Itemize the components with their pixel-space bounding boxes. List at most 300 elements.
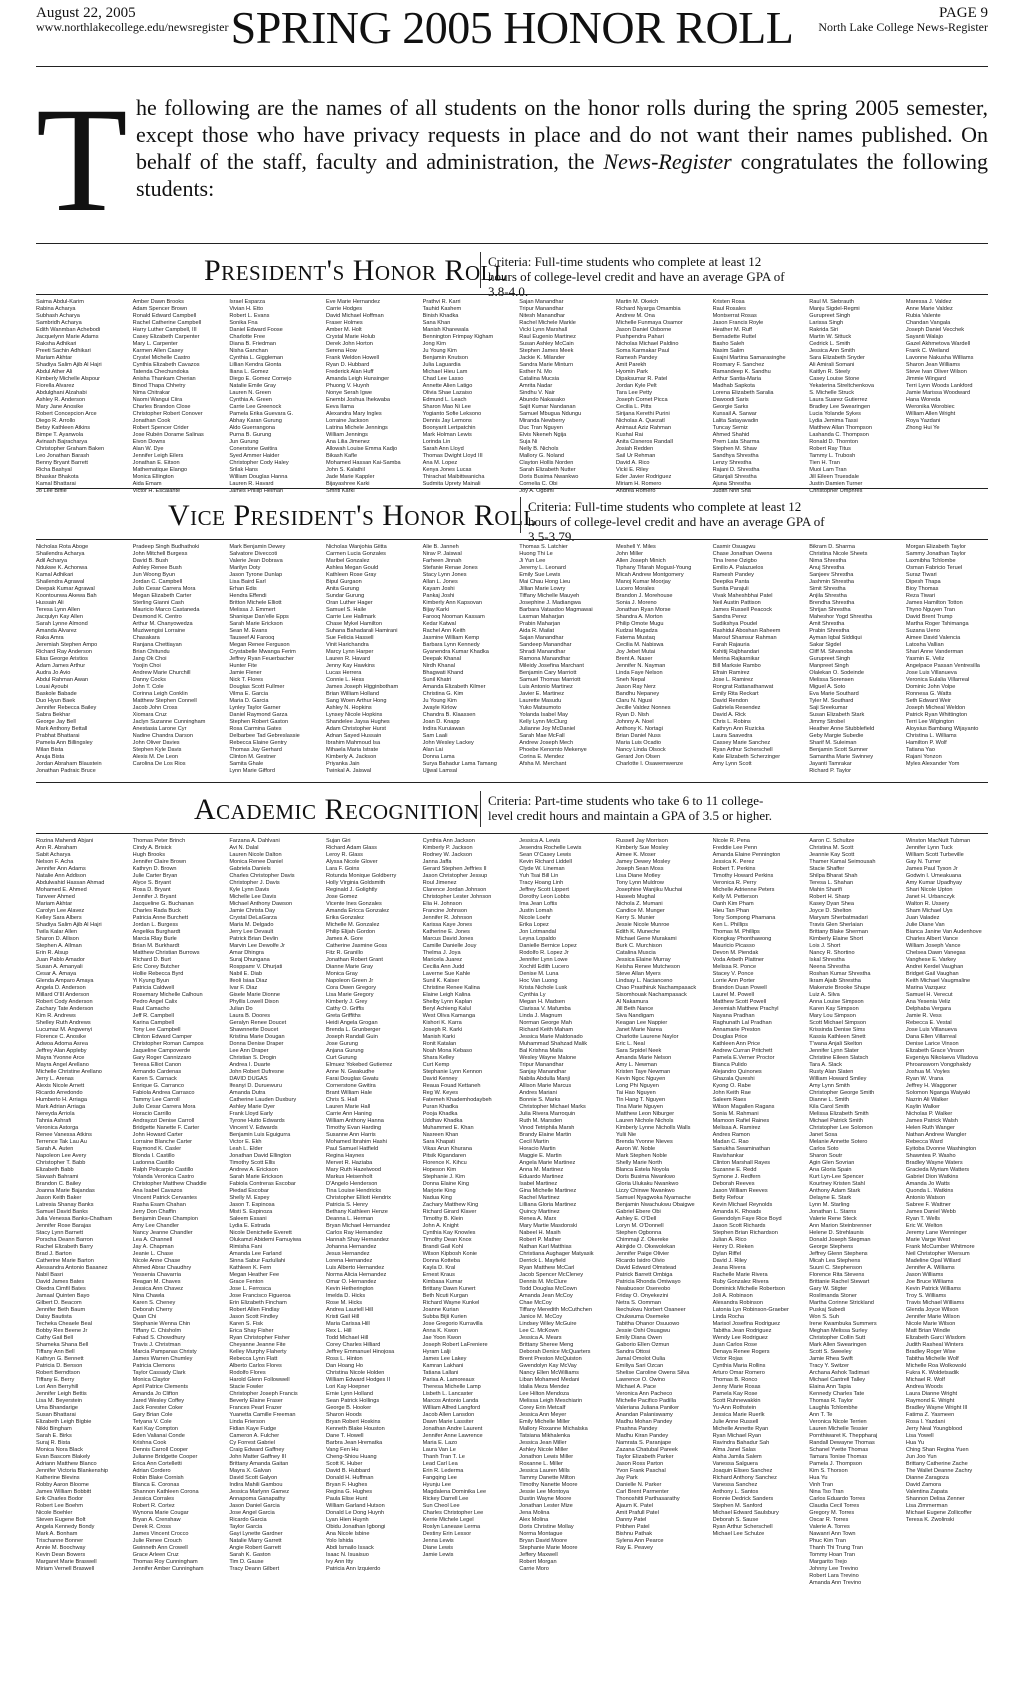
student-name: Rozina Mahendi Abjani [36, 838, 94, 844]
student-name: Jacob Spencer McCleney [519, 1272, 584, 1278]
student-name: Joseph Micheal Weldon [905, 705, 966, 711]
student-name: Wilson Kipbosh Konie [422, 1251, 478, 1257]
student-name: Tauhid Kashem [422, 306, 462, 312]
student-name: Amanda Lee Farland [229, 1251, 282, 1257]
student-name: David Kenney [422, 1076, 458, 1082]
student-name: Marisol Josefina Rodriguez [712, 1321, 781, 1327]
student-name: Thanh Thi Trung Tran [809, 1545, 863, 1551]
student-name: Uma Bhandarige [36, 1405, 78, 1411]
masthead-rule [36, 66, 988, 67]
student-name: Clyde W. Lineman [519, 866, 565, 872]
student-name: Maria M. Delgado [229, 922, 274, 928]
student-name: Delbarbee Tad Gebreslassie [229, 733, 300, 739]
student-name: Lenzy Shrestha [712, 460, 752, 466]
student-name: Jack Forester Coker [132, 1405, 184, 1411]
student-name: Sajit Kumar Nandanan [519, 404, 576, 410]
student-name: Farzana A. Dahlvani [229, 838, 280, 844]
student-name: Uddhav Khadka [422, 1118, 463, 1124]
student-name: Timothy B. Klein [422, 1216, 464, 1222]
student-name: Aisha Jamila Salem [712, 1454, 762, 1460]
name-column [422, 299, 505, 487]
student-name: Nirdh Khanal [422, 663, 455, 669]
student-name: Monica Ellington [132, 474, 174, 480]
student-name: Beth Ncuti Kurgan [422, 1293, 469, 1299]
student-name: Thomas B. Ronco [712, 1377, 758, 1383]
student-name: Enembi Joshua Ihekwaba [325, 397, 391, 403]
student-name: Hopeson Kim [422, 1167, 457, 1173]
student-name: Clinton Marshall Rayes [712, 1160, 771, 1166]
student-name: Todd Michael Hill [325, 1335, 369, 1341]
student-name: Corina E. Mendez [519, 754, 565, 760]
student-name: Jennifer Beth Baum [36, 1307, 86, 1313]
student-name: Rachel Martinez [519, 1195, 560, 1201]
student-name: Rodolfo Flores [229, 1370, 266, 1376]
student-name: Denise Larice Vinson [905, 1041, 959, 1047]
student-name: Thirachat Maibittwanicha [422, 474, 485, 480]
student-name: Nima Shrestha [809, 558, 847, 564]
student-name: Lisa Zimmerman [905, 1503, 948, 1509]
student-name: Kamal Bhattarai [36, 481, 76, 487]
student-name: Timothy Dean Knox [422, 1237, 472, 1243]
student-name: Sunil Khatri [422, 677, 452, 683]
student-name: Kimberly J. Grey [325, 999, 368, 1005]
student-name: Lynn Marie Gifford [229, 768, 276, 774]
student-name: Pradeep Singh Budhathoki [132, 544, 200, 550]
student-name: Jeffrey Scott Lippert [519, 887, 569, 893]
student-name: Kunsail A. Sarwar [712, 411, 757, 417]
student-name: Danny Patel [615, 1517, 647, 1523]
student-name: Cindy A. Brisick [132, 845, 172, 851]
student-name: Cheng-Shiou Huang [325, 1454, 377, 1460]
student-name: William Edward Hodges II [325, 1377, 391, 1383]
student-name: Surya Bahadur Lama Tamang [422, 761, 497, 767]
student-name: William Garland Hutson [325, 1503, 385, 1509]
student-name: Jordan Kyle Pelt [615, 383, 657, 389]
student-name: Pamela J. Thompson [809, 1461, 863, 1467]
student-name: Shadiya Salim Ajib Al Hajri [36, 922, 102, 928]
student-name: Jerry Lee Devault [229, 929, 274, 935]
student-name: Mamoon Rafiel Raines [712, 1118, 770, 1124]
student-name: Terrence Tak Lau Au [36, 1139, 87, 1145]
student-name: Jeffrey Ryan Feuerbacher [229, 656, 294, 662]
student-name: Betty Refour [712, 1195, 744, 1201]
student-name: Josephine Wanjiku Muchai [615, 887, 683, 893]
student-name: Jaclyn Suzanne Cunningham [132, 719, 206, 725]
student-name: Brittany Catherine Zache [905, 1461, 968, 1467]
student-name: Raghunath Lal Pradhan [712, 1020, 772, 1026]
student-name: Doris Busima Nwankwo [519, 474, 579, 480]
student-name: Nina Chawla [132, 1293, 165, 1299]
student-name: Bradley Wayne Waters [905, 1160, 963, 1166]
student-name: Christopher J. Davis [229, 880, 280, 886]
student-name: Nancy Linda Olsock [615, 747, 666, 753]
student-name: Jessica Marie Ruerlk [712, 1412, 765, 1418]
student-name: Samuel S. Haile [325, 607, 367, 613]
student-name: James Warren Chumley [132, 1356, 193, 1362]
student-name: Osman Fabricio Teruel [905, 565, 963, 571]
student-name: Danielle N. Parker [615, 1482, 662, 1488]
student-name: Jonathon Lewis Miller [519, 1454, 574, 1460]
student-name: Monica Nora Black [36, 1447, 83, 1453]
student-name: Ima Jean Loftis [519, 901, 558, 907]
student-name: Yuh Tsai Bill Lin [519, 873, 559, 879]
student-name: Michael R. Wolf [905, 1377, 945, 1383]
student-name: Gloria Ulukaku Nwankwo [615, 1181, 679, 1187]
student-name: Bethany Kathleen Henze [325, 1209, 388, 1215]
student-name: Rasha Esam Chahan [132, 1202, 186, 1208]
student-name: Gabriel Ebere Obi [615, 1209, 661, 1215]
student-name: Thelma J. Joya [422, 950, 461, 956]
student-name: John Wesley Lackey [422, 740, 474, 746]
student-name: Priyanka Jain [325, 761, 360, 767]
student-name: Nathan Karl Matthias [519, 1244, 572, 1250]
student-name: Rodney W. Jackson [422, 852, 473, 858]
student-name: Abhay Karan Gurung [229, 418, 282, 424]
student-name: Yogianto Sofie Leksono [422, 411, 482, 417]
student-name: Techeka Cheaele Beal [36, 1321, 92, 1327]
student-name: Glenda Joyce Wilson [905, 1307, 959, 1313]
student-name: Johnny Lee Trevino [809, 1566, 859, 1572]
student-name: Erica Ann Cortelletti [132, 1461, 182, 1467]
student-name: Ashlea Megan Gould [325, 565, 379, 571]
student-name: Angie Robert Garrett [229, 1545, 281, 1551]
student-name: Ana Isabel Cavazos [132, 1188, 183, 1194]
student-name: Raka Amra [36, 635, 64, 641]
student-name: Anne N. Gwakudhe [325, 1069, 375, 1075]
student-name: Jeff R. Campbell [132, 1013, 174, 1019]
student-name: Syed Ammer Haider [229, 453, 280, 459]
student-name: Jamaal Quinten Bayo [36, 1293, 90, 1299]
student-name: Rosa I. Yazdani [905, 1419, 945, 1425]
student-name: Travis Michael Williams [905, 1300, 965, 1306]
student-name: Prashna Pandey [615, 1426, 658, 1432]
student-name: Martha Roger Tshimanga [905, 621, 969, 627]
student-name: Michelle Annette Ryan [712, 1426, 769, 1432]
student-name: Phroansworn Vongphakdy [905, 1062, 972, 1068]
student-name: Brandi Gail Kohl [422, 1244, 464, 1250]
student-name: Alie B. Janneh [422, 544, 459, 550]
student-name: Sanjay Manandhar [519, 1069, 567, 1075]
student-name: Jason Christopher Jessup [422, 873, 488, 879]
student-name: Kristen Rosa [712, 299, 745, 305]
student-name: Miriam H. Romero [615, 481, 662, 487]
masthead-right [818, 6, 988, 34]
student-name: Michelle Funmaya Osamor [615, 320, 683, 326]
page-number: PAGE 9 [938, 5, 988, 21]
student-name: Josiah Redden [615, 446, 654, 452]
student-name: Donna Lama [422, 754, 455, 760]
student-name: Mauricio Picasso [712, 943, 755, 949]
student-name: Shandelee Jaysa Hughes [325, 719, 390, 725]
student-name: Shailendra Agrawal [36, 579, 85, 585]
student-name: Jeremiah Stephen Ampo [36, 642, 98, 648]
student-name: Emily Rita Reckart [712, 691, 759, 697]
student-name: Gwendolyn Kay McVay [519, 1363, 577, 1369]
student-name: Neena Shrestha [809, 964, 850, 970]
student-name: Kari Kay Compton [132, 1426, 179, 1432]
student-name: Robert Berndtson [36, 1370, 80, 1376]
student-name: Maria Carissa Hill [325, 1321, 370, 1327]
student-name: Jordan C. Campbell [132, 579, 183, 585]
student-name: Binod Thapa Chhetry [132, 383, 186, 389]
student-name: Maria E. Lazo [422, 1440, 458, 1446]
student-name: Stephen James Meek [519, 348, 574, 354]
student-name: Michael Cantrell Talley [809, 1377, 866, 1383]
student-name: Annapoma Ganapathy [229, 1496, 286, 1502]
student-name: Omar O. Hernandez [325, 1279, 377, 1285]
student-name: Bradley Wayne Wright III [905, 1405, 968, 1411]
student-name: Amanda Alvarez [36, 628, 77, 634]
student-name: Haseeb Mughal [615, 894, 656, 900]
student-name: Piedad Escobar [229, 1188, 269, 1194]
student-name: Kathryn Ann Ruzicka [712, 726, 765, 732]
student-name: Anuj Shrestha [809, 565, 845, 571]
student-name: Melissa A. Ramirez [712, 1125, 761, 1131]
student-name: Scott Ruhnewakkin [712, 1398, 761, 1404]
student-name: Purna B. Gurung [229, 432, 272, 438]
student-name: Melissa Leigh Meschiarin [519, 1398, 583, 1404]
student-name: Pamela Ann Billingsley [36, 740, 93, 746]
student-name: Pamela E.Verner Proctor [712, 1055, 775, 1061]
intro-body: he following are the names of all students on the honor rolls during the spring 2005 semester, except those who have privacy requests in place and do not want their names published. On behalf of the staff, faculty and administration, the [136, 95, 988, 174]
student-name: Henry D. Rieken [712, 1244, 754, 1250]
student-name: Jeffery Maxwell [519, 1552, 558, 1558]
student-name: Lauren Nichole Nichols [615, 1118, 674, 1124]
student-name: Camille Danielle Jouy [422, 943, 477, 949]
student-name: Friday O. Onyekezini [615, 1293, 669, 1299]
student-name: Carlos Ray Hernandez [325, 1230, 383, 1236]
student-name: Gwinneth Ann Crowell [132, 1545, 188, 1551]
student-name: Sara Srpidel Neek [615, 1048, 662, 1054]
student-name: Judith Nnh Sha [712, 488, 751, 494]
student-name: Tiffany Ann Bell [36, 1349, 75, 1355]
student-name: Deepika Panta [712, 579, 750, 585]
student-name: Rebecca Ward [905, 1139, 943, 1145]
student-name: Chao Prasthiruk Nachampasack [615, 985, 697, 991]
student-name: Benjamin Cary Marriott [519, 670, 577, 676]
student-name: Eve Marie Hernandez [325, 299, 381, 305]
student-name: James Hamilton Totton [905, 600, 963, 606]
student-name: Karen S. Cheney [132, 1300, 176, 1306]
student-name: Gaborio Ellen Ozmun [615, 1342, 670, 1348]
student-name: Ross L. Hinton [325, 1356, 363, 1362]
student-name: Pushpendra Pahari [615, 334, 664, 340]
student-name: Latosha Vallian [905, 642, 944, 648]
student-name: Ranjana Chettiayan [132, 642, 182, 648]
student-name: Charles Albert Vance [905, 936, 959, 942]
student-name: Yekaterina Streltchenkova [809, 383, 875, 389]
student-name: David A. Rick [712, 712, 746, 718]
student-name: Kathryn D. Brown [132, 866, 177, 872]
student-name: Afsha M. Merchant [519, 761, 567, 767]
student-name: Dylan Riffel [712, 1251, 742, 1257]
student-name: Conerstone Gwitira [229, 446, 278, 452]
student-name: Kim S. Thorson [809, 1468, 848, 1474]
student-name: Napoleon Green Jr [325, 978, 374, 984]
student-name: Rubia Valente [905, 313, 941, 319]
student-name: Jose Gurung [325, 1041, 358, 1047]
student-name: Karissa Kaye Jones [422, 922, 473, 928]
academic-criteria: Criteria: Part-time students who take 6 to 11 college-level credit hours and maintain a GPA of 3.5 or higher. [488, 793, 773, 823]
student-name: Anthony K. Nortagi [615, 726, 663, 732]
website-url[interactable]: www.northlakecollege.edu/newsregister [36, 20, 229, 34]
student-name: Samantha Marie Swinney [809, 754, 873, 760]
student-name: Suuni C. Stephenson [809, 1265, 863, 1271]
student-name: Jason William Reeves [712, 1188, 768, 1194]
student-name: Patricia Rhonda Omiwayo [615, 1279, 681, 1285]
student-name: Amy Kumar Upadhyay [905, 880, 962, 886]
student-name: Bal Krishna Malla [519, 1048, 563, 1054]
student-name: Eeva Ilama [325, 404, 354, 410]
student-name: Jonathan Ryan Morse [615, 607, 671, 613]
student-name: Jose L. Ferrosca [229, 1286, 271, 1292]
student-name: David Brent Trump [905, 614, 953, 620]
student-name: Sammy Jonathan Taylor [905, 551, 966, 557]
student-name: Ifeoli Isiaa Diaz [229, 978, 268, 984]
student-name: Sandra Perez [712, 614, 747, 620]
student-name: Margaret Marie Braswell [36, 1559, 97, 1565]
student-name: Martha Corinne Strickland [809, 1300, 874, 1306]
student-name: Thomas Dwight Lloyd III [422, 453, 483, 459]
name-column [809, 299, 891, 494]
student-name: Jessie Oshi Osuagwu [615, 1328, 671, 1334]
student-name: Jonathan E. Eitson [132, 460, 180, 466]
student-name: Prathvi R. Karri [422, 299, 461, 305]
student-name: Marilyn Doty [229, 565, 261, 571]
student-name: Brittany Amanda Gaitan [229, 1461, 289, 1467]
student-name: Nitesh Manandhar [519, 313, 565, 319]
student-name: Lisa M. Beyerstein [36, 1398, 83, 1404]
student-name: Adil Acharya [36, 558, 68, 564]
student-name: Lauren R. Havard [229, 481, 274, 487]
student-name: Casey Louise Stone [809, 376, 860, 382]
student-name: Justin Damien Turner [809, 481, 863, 487]
name-column [906, 544, 988, 778]
student-name: Manish Kharewala [422, 327, 469, 333]
student-name: Ashley N. Hopkins [325, 705, 372, 711]
student-name: Derek John Horton [325, 341, 373, 347]
student-name: Amanda Elizabeth Kilmer [422, 684, 486, 690]
student-name: Shailendra Acharya [36, 551, 85, 557]
student-name: Hua Yu [905, 1440, 925, 1446]
student-name: Natalie Marry Garrett [229, 1538, 282, 1544]
student-name: Dennis M. McClure [519, 1279, 567, 1285]
student-name: Madan C. Rao [712, 1139, 749, 1145]
student-name: Linda Rocha [712, 1314, 745, 1320]
student-name: Nasreen Khan [422, 1132, 459, 1138]
student-name: Joseph Daniel Vecchek [905, 327, 965, 333]
student-name: Shanique Dan'elle Epps [229, 614, 289, 620]
vice-criteria: Criteria: Full-time students who complete at least 12 hours of college-level credit and have an average GPA of 3.5-3.79. [528, 499, 825, 544]
student-name: Shelise Caroline Owens Silva [615, 1370, 690, 1376]
student-name: Won S. Suh [809, 1314, 839, 1320]
student-name: Jesendra Rochelle Lewis [519, 845, 582, 851]
student-name: Sham Michael Uys [905, 908, 953, 914]
student-name: Marjorie King [422, 1188, 456, 1194]
student-name: Gilbert D. Beacom [36, 1300, 82, 1306]
student-name: Jun Woong Byun [132, 572, 176, 578]
student-name: Monica Renee Daniel [229, 859, 283, 865]
student-name: Lorraine Jackson [325, 418, 369, 424]
student-name: Victor H. Escalante [132, 488, 181, 494]
student-name: Matthew Christian Burrows [132, 950, 200, 956]
student-name: Blonda I. Castillo [132, 1153, 175, 1159]
student-name: Bobby Rex Beene Jr [36, 1328, 88, 1334]
student-name: Symone J. Redfern [712, 1174, 761, 1180]
student-name: Jason Ross Parton [615, 1461, 664, 1467]
student-name: Vicki Lynn Marshall [519, 327, 568, 333]
student-name: Sharif M. Suleiman [809, 740, 857, 746]
intro-tail: congratulates the following students: [136, 149, 988, 201]
student-name: Allison Marie Marcus [519, 1083, 572, 1089]
student-name: Yvon Frank Paschal [615, 1468, 666, 1474]
student-name: Andrew Joseph Mech [519, 740, 574, 746]
student-name: Abdul Ather Ali [36, 369, 73, 375]
student-name: Glenda Amparo Amaya [36, 978, 94, 984]
student-name: Keagan Lee Nappier [615, 1020, 668, 1026]
student-name: Donna Kotteba [422, 1258, 460, 1264]
student-name: Jay Park [615, 1475, 638, 1481]
student-name: Tyler M. Southard [809, 698, 854, 704]
student-name: Antonio Watson [905, 1195, 946, 1201]
intro-paragraph [36, 77, 988, 243]
student-name: Marouf Shamsur Rahman [712, 635, 777, 641]
student-name: Robert L. Evans [229, 313, 270, 319]
student-name: Nancy Ellen McWilliams [519, 1370, 579, 1376]
student-name: Edmund L. Leach [422, 397, 467, 403]
student-name: Jose Francisco Figueroa [229, 1293, 291, 1299]
student-name: Scott S. Sweeley [809, 1349, 852, 1355]
student-name: Kathleen K. Fern [229, 1265, 272, 1271]
student-name: Lea A. Channell [132, 1237, 173, 1243]
name-column [36, 838, 118, 1676]
student-name: Nicholas Wanjohia Giitta [325, 544, 387, 550]
student-name: James Lee Lakey [422, 1356, 467, 1362]
student-name: Katherine Blevins [36, 1475, 80, 1481]
student-name: Ruby Gonzalez Rivera [712, 1279, 769, 1285]
student-name: Luis Alberto Hernandez [325, 1265, 385, 1271]
student-name: Sinna Sabur Fazlullahi [229, 1258, 286, 1264]
student-name: Iskal Shrestha [809, 957, 845, 963]
student-name: Javier E. Martinez [519, 691, 565, 697]
student-name: Jeffrey H. Waggoner [905, 1083, 957, 1089]
student-name: Mohamed E. Ahmed [36, 887, 87, 893]
student-name: Thomas Roy Cunningham [132, 1559, 198, 1565]
student-name: Donald Le Dong Huynh [325, 1510, 385, 1516]
student-name: Gabriela Resendez [712, 705, 761, 711]
student-name: Saji Sreekumar [809, 705, 848, 711]
student-name: Patrick Barrett Ombiga [615, 1272, 673, 1278]
student-name: Puran Khadka [422, 1104, 459, 1110]
student-name: Fahad S. Chowdhury [132, 1335, 186, 1341]
student-name: Steven Eugene Bolt [36, 1517, 86, 1523]
student-name: Muziwengisi Lorraine [132, 628, 186, 634]
student-name: Robin Blake Cornish [132, 1475, 184, 1481]
student-name: Krissinda Denise Sims [809, 1027, 866, 1033]
student-name: Samuel David Banks [36, 1209, 88, 1215]
criteria-divider [520, 497, 521, 533]
student-name: Michelle Lee Davis [229, 894, 277, 900]
student-name: Brant William Hale [325, 1090, 372, 1096]
student-name: Rongrat Rattanathanwat [712, 684, 774, 690]
student-name: Laurette Masudu [519, 698, 562, 704]
student-name: Sayanti Walajo [905, 334, 944, 340]
student-name: Anthony L. Santos [712, 1489, 759, 1495]
student-name: Chasakara [132, 635, 160, 641]
student-name: Hollie Rebecca Byrd [132, 971, 184, 977]
student-name: Valerie Jean Dobrava [229, 558, 283, 564]
student-name: Eder Javier Rodriguez [615, 474, 672, 480]
